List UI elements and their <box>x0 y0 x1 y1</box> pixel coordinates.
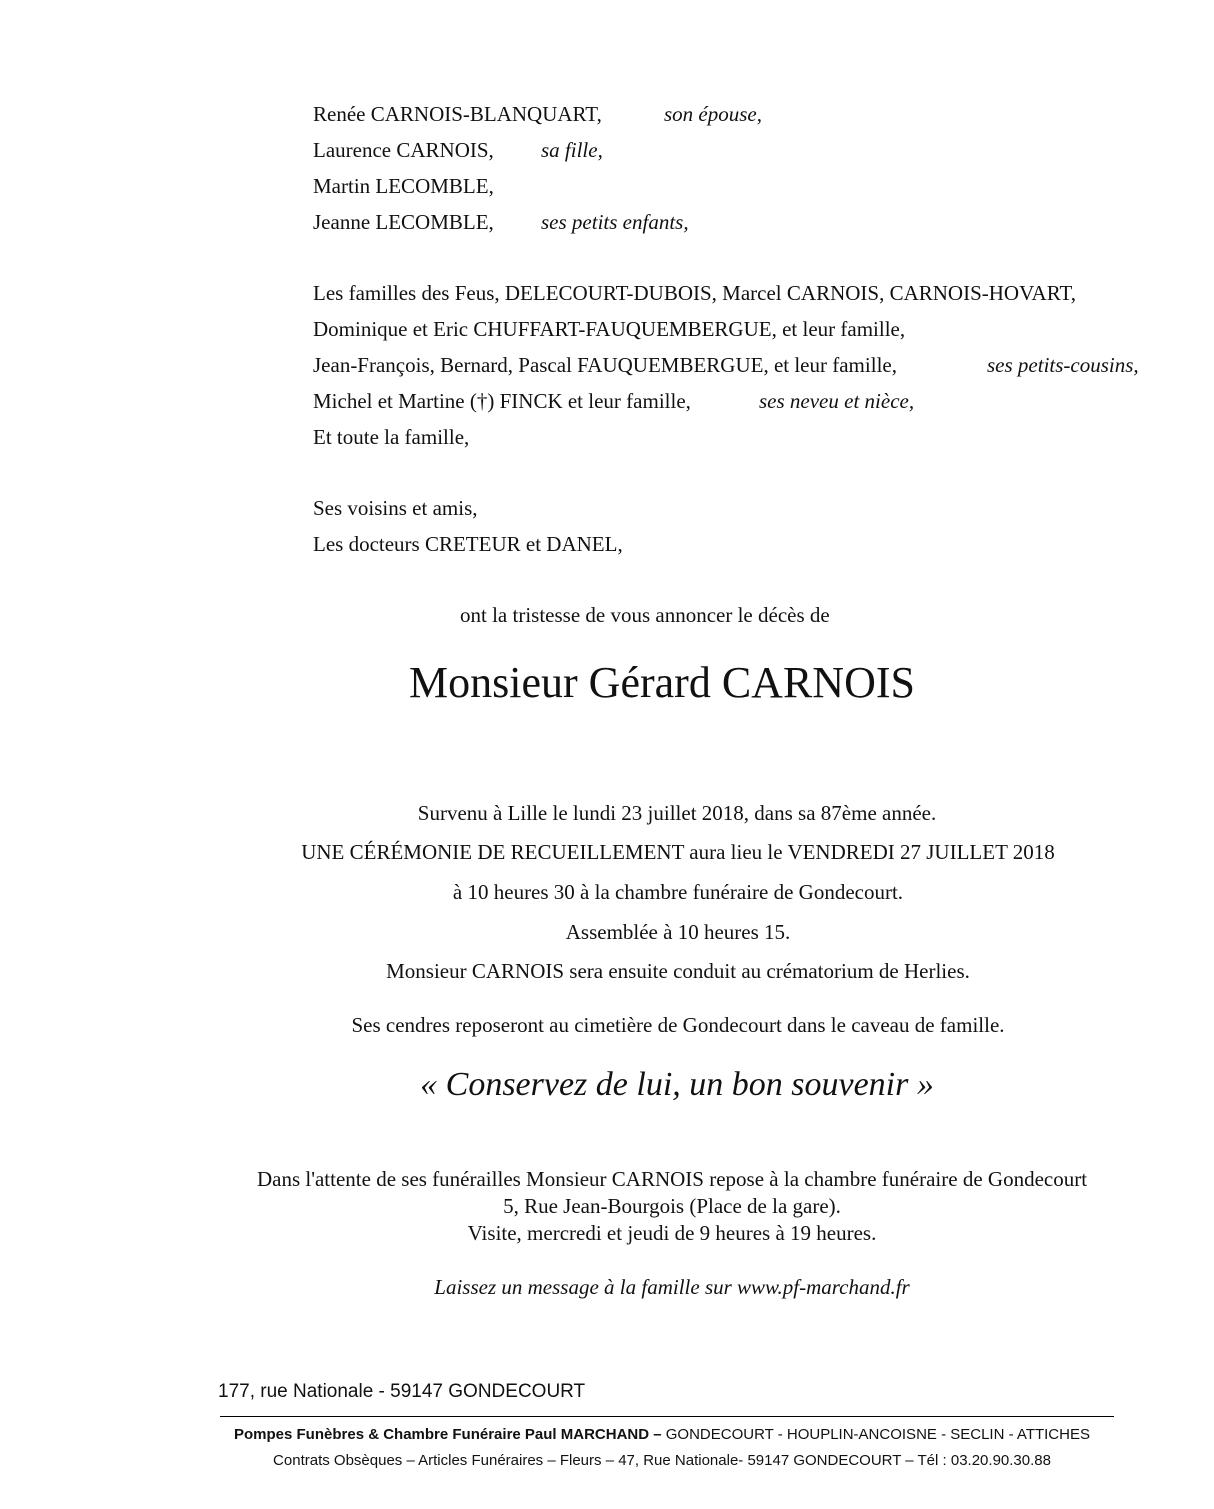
friends-line: Les docteurs CRETEUR et DANEL, <box>313 532 623 556</box>
company-locations: GONDECOURT - HOUPLIN-ANCOISNE - SECLIN - ATTICHES <box>661 1426 1090 1443</box>
company-name: Pompes Funèbres & Chambre Funéraire Paul MARCHAND – <box>234 1426 662 1443</box>
deceased-name: Monsieur Gérard CARNOIS <box>409 658 915 707</box>
funeral-home-address: 177, rue Nationale - 59147 GONDECOURT <box>218 1381 586 1402</box>
family-relation: sa fille, <box>541 138 603 162</box>
family-name: Renée CARNOIS-BLANQUART, <box>313 102 602 126</box>
details-line: Monsieur CARNOIS sera ensuite conduit au crématorium de Herlies. <box>386 959 970 983</box>
details-line: Survenu à Lille le lundi 23 juillet 2018, dans sa 87ème année. <box>417 801 937 825</box>
details-line: Assemblée à 10 heures 15. <box>565 920 791 944</box>
family-row <box>313 101 602 127</box>
footer-divider <box>220 1416 1114 1417</box>
details-line: UNE CÉRÉMONIE DE RECUEILLEMENT aura lieu le VENDREDI 27 JUILLET 2018 <box>301 840 1055 864</box>
family-name: Laurence CARNOIS, <box>313 138 494 162</box>
visitation-line: Visite, mercredi et jeudi de 9 heures à 19 heures. <box>467 1221 877 1245</box>
services-line: Contrats Obsèques – Articles Funéraires – Fleurs – 47, Rue Nationale- 59147 GONDECOURT – Tél : 03.20.90.30.88 <box>273 1452 1051 1469</box>
details-line: Ses cendres reposeront au cimetière de Gondecourt dans le caveau de famille. <box>351 1013 1005 1037</box>
visitation-line: Dans l'attente de ses funérailles Monsieur CARNOIS repose à la chambre funéraire de Gondecourt <box>256 1167 1088 1191</box>
family-relation: ses petits enfants, <box>541 210 689 234</box>
family-row <box>313 137 494 163</box>
relatives-line: Jean-François, Bernard, Pascal FAUQUEMBERGUE, et leur famille, <box>313 353 897 377</box>
online-message: Laissez un message à la famille sur www.pf-marchand.fr <box>434 1275 910 1299</box>
relatives-line: Les familles des Feus, DELECOURT-DUBOIS, Marcel CARNOIS, CARNOIS-HOVART, <box>313 281 1076 305</box>
relatives-line: Dominique et Eric CHUFFART-FAUQUEMBERGUE, et leur famille, <box>313 317 906 341</box>
relatives-relation: ses neveu et nièce, <box>759 389 915 413</box>
announcement-text: ont la tristesse de vous annoncer le décès de <box>460 603 830 627</box>
visitation-line: 5, Rue Jean-Bourgois (Place de la gare). <box>503 1194 841 1218</box>
family-name: Martin LECOMBLE, <box>313 174 494 198</box>
friends-line: Ses voisins et amis, <box>313 496 478 520</box>
relatives-relation: ses petits-cousins, <box>987 353 1139 377</box>
family-row <box>313 173 494 199</box>
relatives-line: Michel et Martine (†) FINCK et leur famille, <box>313 389 691 413</box>
relatives-line: Et toute la famille, <box>313 425 470 449</box>
company-line <box>0 1425 1214 1445</box>
details-line: à 10 heures 30 à la chambre funéraire de Gondecourt. <box>452 880 904 904</box>
family-relation: son épouse, <box>664 102 762 126</box>
family-row <box>313 209 494 235</box>
family-name: Jeanne LECOMBLE, <box>313 210 494 234</box>
memorial-quote: « Conservez de lui, un bon souvenir » <box>420 1066 934 1103</box>
